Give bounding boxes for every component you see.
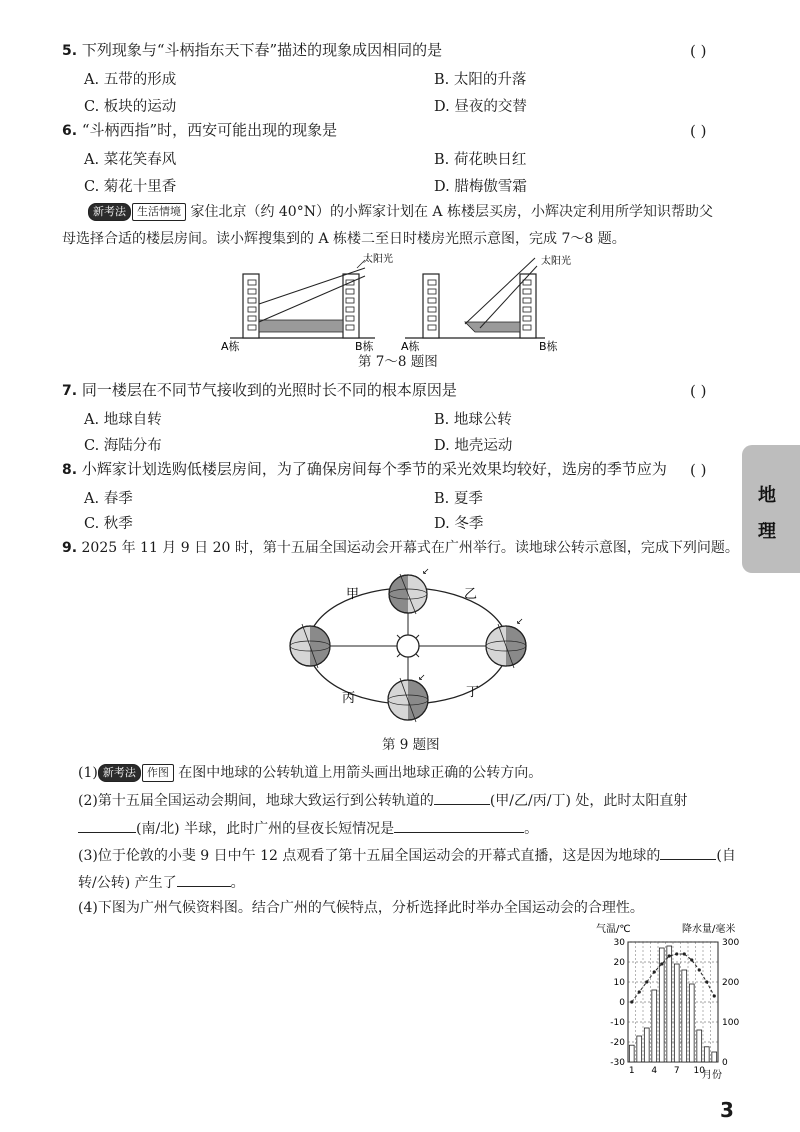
left-tick-label: 10 xyxy=(613,978,625,988)
answer-blank[interactable] xyxy=(177,872,231,887)
figure-right-panel xyxy=(401,254,571,353)
option-a[interactable]: A. 春季 xyxy=(84,491,133,507)
earth-left xyxy=(290,624,330,668)
earth-orbit-figure[interactable] xyxy=(280,562,540,730)
question-6 xyxy=(62,120,337,141)
new-exam-tag: 新考法 xyxy=(98,764,141,782)
sub3-text-c: 转/公转) 产生了 xyxy=(78,875,177,891)
answer-blank[interactable] xyxy=(434,790,490,805)
option-d[interactable]: D. 昼夜的交替 xyxy=(434,99,527,115)
option-c[interactable]: C. 板块的运动 xyxy=(84,99,177,115)
temperature-point xyxy=(630,1000,633,1003)
temperature-point xyxy=(645,980,648,983)
question-8 xyxy=(62,459,667,480)
question-number: 7. xyxy=(62,383,78,399)
precipitation-bar xyxy=(644,1028,649,1062)
building-b-label: B栋 xyxy=(355,340,374,353)
sub1-number: (1) xyxy=(78,765,98,781)
building-a-label: A栋 xyxy=(221,340,240,353)
temperature-point xyxy=(713,994,716,997)
svg-text:↙: ↙ xyxy=(418,673,426,683)
subquestion-1 xyxy=(78,763,542,783)
material-intro-line1 xyxy=(88,202,713,222)
precipitation-bar xyxy=(704,1047,709,1062)
answer-paren[interactable]: ( ) xyxy=(690,382,707,400)
context-tag: 生活情境 xyxy=(132,203,186,221)
svg-text:↙: ↙ xyxy=(516,617,524,627)
temperature-point xyxy=(668,954,671,957)
temperature-point xyxy=(698,968,701,971)
option-b[interactable]: B. 荷花映日红 xyxy=(434,152,527,168)
answer-blank[interactable] xyxy=(78,818,136,833)
question-stem: 小辉家计划选购低楼层房间，为了确保房间每个季节的采光效果均较好，选房的季节应为 xyxy=(81,460,667,478)
climate-chart xyxy=(590,920,758,1082)
left-tick-label: -30 xyxy=(610,1058,625,1068)
answer-paren[interactable]: ( ) xyxy=(690,122,707,140)
temperature-point xyxy=(660,962,663,965)
precipitation-bar xyxy=(689,984,694,1062)
sun-icon xyxy=(392,630,424,662)
earth-bottom xyxy=(388,673,428,722)
option-a[interactable]: A. 五带的形成 xyxy=(84,72,177,88)
question-5 xyxy=(62,40,442,61)
question-number: 5. xyxy=(62,43,78,59)
sunlight-label: 太阳光 xyxy=(541,256,571,267)
building-b-label: B栋 xyxy=(539,340,558,353)
option-b[interactable]: B. 地球公转 xyxy=(434,412,512,428)
precipitation-bar xyxy=(682,970,687,1062)
question-number: 6. xyxy=(62,123,78,139)
precipitation-bar xyxy=(697,1030,702,1062)
earth-right xyxy=(486,617,526,668)
x-axis-label: 月份 xyxy=(702,1070,722,1081)
answer-blank[interactable] xyxy=(660,845,716,860)
figure-left-panel xyxy=(221,252,393,353)
sub2-text-b: (甲/乙/丙/丁) 处，此时太阳直射 xyxy=(489,793,688,809)
precipitation-bar xyxy=(667,946,672,1062)
option-c[interactable]: C. 海陆分布 xyxy=(84,438,162,454)
right-tick-label: 100 xyxy=(722,1018,740,1028)
precipitation-bar xyxy=(629,1045,634,1062)
option-a[interactable]: A. 地球自转 xyxy=(84,412,162,428)
sub2-text-d: 。 xyxy=(524,821,539,837)
question-9 xyxy=(62,538,739,558)
option-c[interactable]: C. 菊花十里香 xyxy=(84,179,177,195)
answer-blank[interactable] xyxy=(394,818,524,833)
precipitation-bar xyxy=(712,1052,717,1062)
temperature-point xyxy=(705,980,708,983)
x-tick-label: 1 xyxy=(628,1066,635,1076)
x-tick-label: 10 xyxy=(693,1066,705,1076)
left-axis-label: 气温/℃ xyxy=(596,924,631,935)
left-tick-label: 0 xyxy=(619,998,625,1008)
left-tick-label: 20 xyxy=(613,958,625,968)
temperature-point xyxy=(683,952,686,955)
answer-paren[interactable]: ( ) xyxy=(690,461,707,479)
question-number: 9. xyxy=(62,540,78,556)
subquestion-4: (4)下图为广州气候资料图。结合广州的气候特点，分析选择此时举办全国运动会的合理性。 xyxy=(78,900,644,916)
option-d[interactable]: D. 地壳运动 xyxy=(434,438,513,454)
building-a-label: A栋 xyxy=(401,340,420,353)
sub2-text-a: (2)第十五届全国运动会期间，地球大致运行到公转轨道的 xyxy=(78,793,434,809)
sub3-text-b: (自 xyxy=(716,848,736,864)
right-tick-label: 0 xyxy=(722,1058,728,1068)
question-stem: “斗柄西指”时，西安可能出现的现象是 xyxy=(81,121,338,139)
drawing-tag: 作图 xyxy=(142,764,174,782)
earth-top xyxy=(389,567,430,614)
sub3-text-a: (3)位于伦敦的小斐 9 日中午 12 点观看了第十五届全国运动会的开幕式直播，这是因为地球的 xyxy=(78,848,661,864)
question-stem: 2025 年 11 月 9 日 20 时，第十五届全国运动会开幕式在广州举行。读地球公转示意图，完成下列问题。 xyxy=(81,540,739,556)
precipitation-bar xyxy=(674,964,679,1062)
new-exam-tag: 新考法 xyxy=(88,203,131,221)
left-tick-label: -10 xyxy=(610,1018,625,1028)
material-intro-line2: 母选择合适的楼层房间。读小辉搜集到的 A 栋楼二至日时楼房光照示意图，完成 7～8 题。 xyxy=(62,231,626,247)
right-axis-label: 降水量/毫米 xyxy=(682,924,736,935)
option-d[interactable]: D. 腊梅傲雪霜 xyxy=(434,179,527,195)
sunlight-label: 太阳光 xyxy=(363,254,393,265)
option-b[interactable]: B. 夏季 xyxy=(434,491,483,507)
left-tick-label: -20 xyxy=(610,1038,625,1048)
side-tab-char-1: 地 xyxy=(758,485,776,506)
subquestion-3-line1 xyxy=(78,845,736,866)
precipitation-bar xyxy=(637,1036,642,1062)
question-stem: 下列现象与“斗柄指东天下春”描述的现象成因相同的是 xyxy=(81,41,443,59)
svg-text:↙: ↙ xyxy=(422,567,430,577)
option-c[interactable]: C. 秋季 xyxy=(84,516,133,532)
orbit-label-yi: 乙 xyxy=(464,587,478,602)
question-stem: 同一楼层在不同节气接收到的光照时长不同的根本原因是 xyxy=(81,381,457,399)
sub1-text: 在图中地球的公转轨道上用箭头画出地球正确的公转方向。 xyxy=(178,765,543,781)
x-tick-label: 4 xyxy=(651,1066,658,1076)
x-tick-label: 7 xyxy=(673,1066,680,1076)
subquestion-3-line2 xyxy=(78,872,245,893)
side-tab-char-2: 理 xyxy=(758,521,776,542)
option-d[interactable]: D. 冬季 xyxy=(434,516,484,532)
sub2-text-c: (南/北) 半球，此时广州的昼夜长短情况是 xyxy=(136,821,395,837)
temperature-point xyxy=(690,958,693,961)
question-7 xyxy=(62,380,457,401)
temperature-point xyxy=(675,952,678,955)
option-a[interactable]: A. 菜花笑春风 xyxy=(84,152,177,168)
figure-caption-7-8: 第 7～8 题图 xyxy=(358,354,438,370)
shadow-area xyxy=(259,320,343,332)
subject-side-tab xyxy=(742,445,800,573)
orbit-label-ding: 丁 xyxy=(466,685,480,700)
orbit-label-bing: 丙 xyxy=(342,691,356,706)
plot-area xyxy=(610,938,739,1076)
right-tick-label: 300 xyxy=(722,938,740,948)
intro-text: 家住北京（约 40°N）的小辉家计划在 A 栋楼层买房，小辉决定利用所学知识帮助父 xyxy=(190,204,713,220)
precipitation-bar xyxy=(652,990,657,1062)
temperature-point xyxy=(638,990,641,993)
shadow-area xyxy=(465,322,520,332)
option-b[interactable]: B. 太阳的升落 xyxy=(434,72,527,88)
right-tick-label: 200 xyxy=(722,978,740,988)
question-number: 8. xyxy=(62,462,78,478)
figure-caption-9: 第 9 题图 xyxy=(382,737,440,753)
left-tick-label: 30 xyxy=(613,938,625,948)
sub3-text-d: 。 xyxy=(230,875,245,891)
subquestion-2-line1 xyxy=(78,790,687,811)
page-number: 3 xyxy=(720,1098,734,1122)
answer-paren[interactable]: ( ) xyxy=(690,42,707,60)
orbit-label-jia: 甲 xyxy=(346,587,360,602)
temperature-point xyxy=(653,970,656,973)
subquestion-2-line2 xyxy=(78,818,538,839)
